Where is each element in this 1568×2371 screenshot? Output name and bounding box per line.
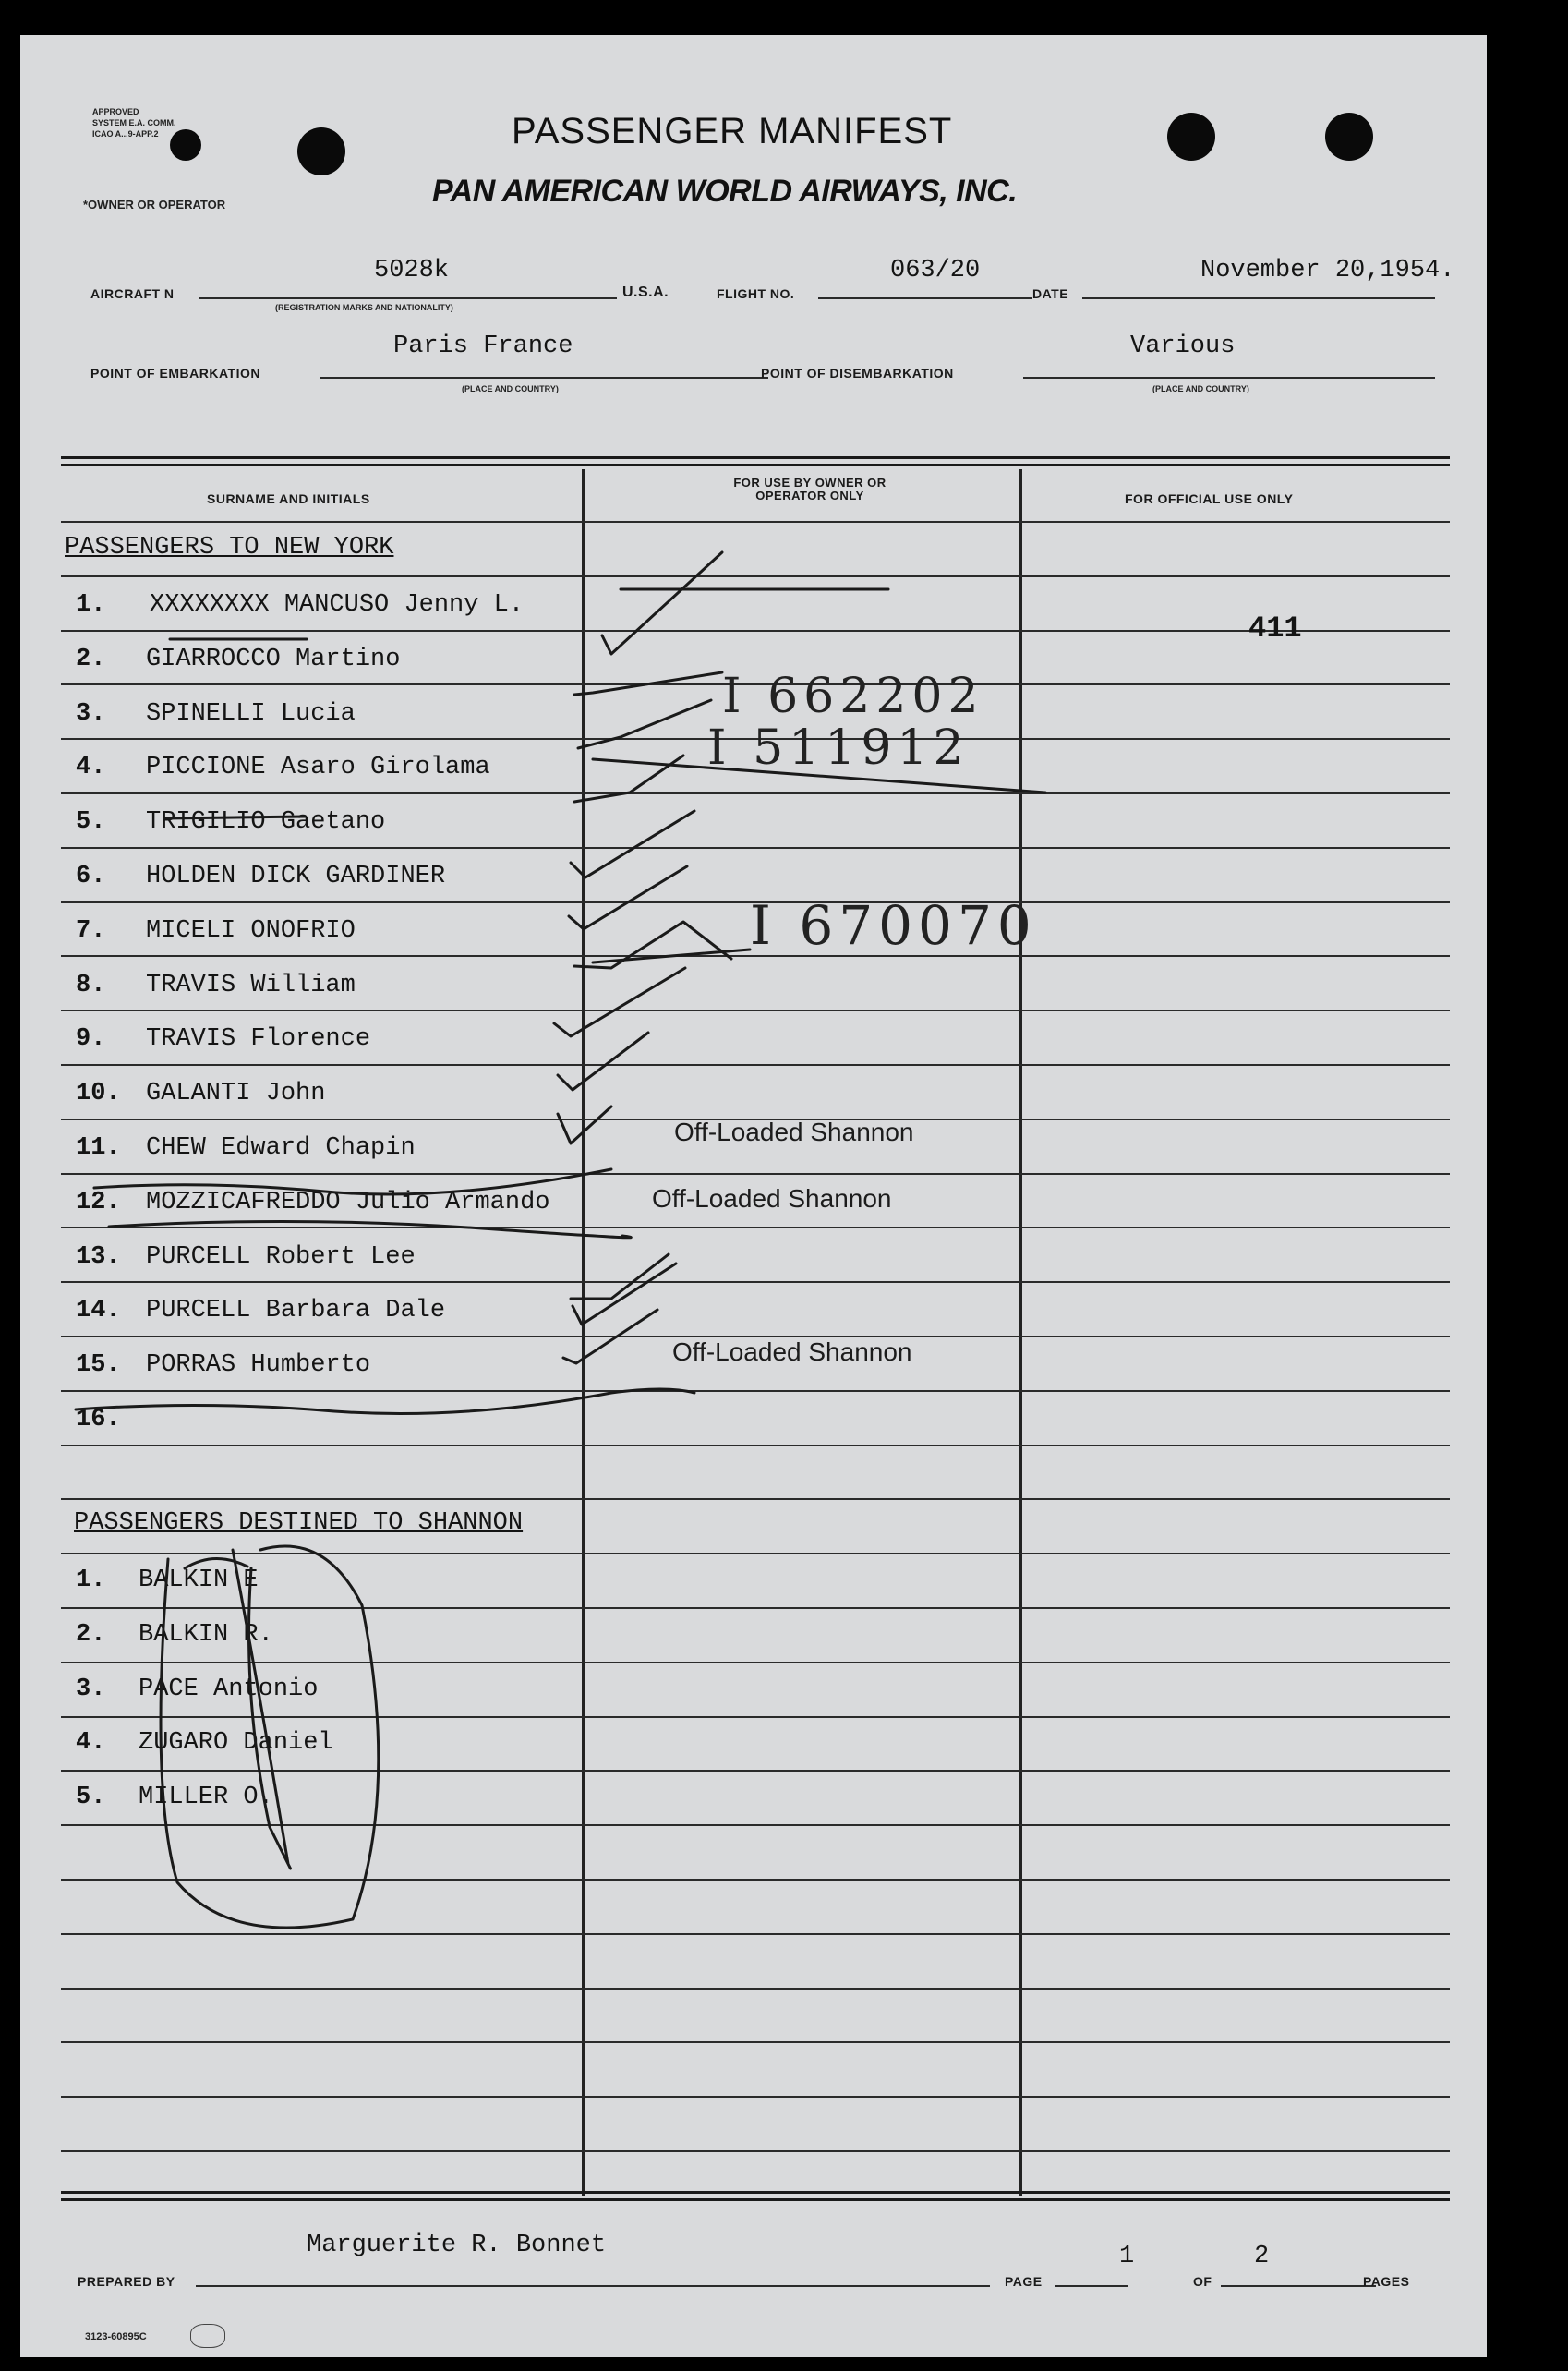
offloaded-note: Off-Loaded Shannon [674, 1118, 914, 1146]
row-number: 6. [76, 863, 106, 890]
total-pages: 2 [1254, 2243, 1270, 2270]
passenger-name: TRAVIS Florence [146, 1025, 371, 1054]
col-header-owner: FOR USE BY OWNER OR OPERATOR ONLY [733, 476, 887, 502]
passenger-name: BALKIN E [139, 1567, 259, 1594]
pen-stroke [602, 552, 722, 654]
row-number: 4. [76, 1729, 106, 1758]
row-number: 2. [76, 645, 106, 673]
prepared-by-label: PREPARED BY [78, 2274, 175, 2289]
row-number: 5. [76, 808, 106, 837]
row-number: 9. [76, 1025, 106, 1054]
pen-stroke [573, 1264, 676, 1325]
passenger-name: PACE Antonio [139, 1675, 319, 1703]
passenger-name: PORRAS Humberto [146, 1351, 371, 1380]
passenger-name: BALKIN R. [139, 1620, 273, 1649]
row-number: 1. [76, 591, 106, 619]
row-number: 3. [76, 699, 106, 728]
pen-stroke [593, 759, 1045, 792]
aircraft-label: AIRCRAFT N [90, 286, 175, 301]
passenger-name: SPINELLI Lucia [146, 699, 356, 728]
pen-stroke [554, 968, 685, 1036]
passenger-name: XXXXXXXX MANCUSO Jenny L. [150, 591, 525, 619]
offloaded-note: Off-Loaded Shannon [652, 1184, 892, 1213]
pen-stroke [571, 811, 694, 877]
col-header-official: FOR OFFICIAL USE ONLY [1125, 491, 1294, 506]
pen-stroke [161, 1546, 379, 1928]
row-number: 5. [76, 1784, 106, 1812]
passenger-name: GALANTI John [146, 1080, 326, 1108]
embarkation-value: Paris France [393, 333, 573, 360]
official-number: 411 [1248, 611, 1302, 646]
pen-stroke [574, 672, 722, 695]
flight-value: 063/20 [890, 257, 981, 284]
owner-operator-label: *OWNER OR OPERATOR [83, 198, 226, 212]
pen-marks [20, 35, 1487, 2357]
section-shannon: PASSENGERS DESTINED TO SHANNON [74, 1509, 524, 1537]
embarkation-note: (PLACE AND COUNTRY) [462, 384, 559, 393]
row-number: 15. [76, 1351, 121, 1380]
pages-label: PAGES [1363, 2274, 1410, 2289]
form-code: 3123-60895C [85, 2331, 147, 2342]
doc-number-row-7: I 670070 [750, 894, 1037, 957]
row-number: 16. [76, 1406, 121, 1433]
page-title: PASSENGER MANIFEST [512, 111, 953, 151]
pen-stroke [558, 1107, 611, 1143]
approval-line-3: ICAO A...9-APP.2 [92, 129, 159, 139]
pen-stroke [109, 1221, 631, 1237]
passenger-name: GIARROCCO Martino [146, 645, 401, 673]
row-number: 7. [76, 916, 106, 945]
disembarkation-value: Various [1130, 333, 1236, 360]
passenger-name: TRIGILIO Gaetano [146, 808, 386, 837]
pen-stroke [164, 817, 305, 818]
page-number: 1 [1119, 2243, 1135, 2270]
passenger-name: MILLER O. [139, 1784, 273, 1812]
row-number: 8. [76, 971, 106, 999]
pen-stroke [233, 1550, 291, 1869]
passenger-name: MICELI ONOFRIO [146, 916, 356, 945]
passenger-name: MOZZICAFREDDO Julio Armando [146, 1188, 550, 1216]
row-number: 14. [76, 1297, 121, 1325]
of-label: OF [1193, 2274, 1212, 2289]
page-label: PAGE [1005, 2274, 1043, 2289]
doc-number-row-4: I 511912 [707, 720, 970, 776]
pen-stroke [185, 1558, 247, 1568]
passenger-name: PURCELL Barbara Dale [146, 1297, 446, 1325]
approval-line-2: SYSTEM E.A. COMM. [92, 118, 176, 127]
row-number: 3. [76, 1675, 106, 1703]
pen-stroke [558, 1033, 648, 1090]
disembarkation-label: POINT OF DISEMBARKATION [761, 366, 954, 381]
row-number: 1. [76, 1567, 106, 1594]
row-number: 10. [76, 1080, 121, 1108]
flight-label: FLIGHT NO. [717, 286, 795, 301]
approval-line-1: APPROVED [92, 107, 139, 116]
pen-stroke [94, 1169, 611, 1194]
offloaded-note: Off-Loaded Shannon [672, 1337, 912, 1366]
col-header-names: SURNAME AND INITIALS [207, 491, 370, 506]
row-number: 4. [76, 754, 106, 782]
manifest-sheet [20, 35, 1487, 2357]
section-new-york: PASSENGERS TO NEW YORK [65, 534, 394, 562]
passenger-name: PURCELL Robert Lee [146, 1242, 416, 1271]
usa-label: U.S.A. [622, 284, 669, 300]
preparer-name: Marguerite R. Bonnet [307, 2232, 607, 2259]
row-number: 11. [76, 1134, 121, 1162]
pen-stroke [578, 700, 711, 748]
disembarkation-note: (PLACE AND COUNTRY) [1152, 384, 1249, 393]
registration-note: (REGISTRATION MARKS AND NATIONALITY) [275, 303, 453, 312]
date-value: November 20,1954. [1200, 257, 1455, 284]
airline-name: PAN AMERICAN WORLD AIRWAYS, INC. [432, 174, 1018, 209]
passenger-name: HOLDEN DICK GARDINER [146, 863, 446, 890]
embarkation-label: POINT OF EMBARKATION [90, 366, 260, 381]
date-label: DATE [1032, 286, 1069, 301]
row-number: 2. [76, 1620, 106, 1649]
passenger-name: TRAVIS William [146, 971, 356, 999]
row-number: 12. [76, 1188, 121, 1216]
row-number: 13. [76, 1242, 121, 1271]
passenger-name: CHEW Edward Chapin [146, 1134, 416, 1162]
doc-number-row-3: I 662202 [722, 669, 984, 724]
passenger-name: PICCIONE Asaro Girolama [146, 754, 490, 782]
pen-stroke [76, 1389, 694, 1414]
aircraft-value: 5028k [374, 257, 450, 284]
passenger-name: ZUGARO Daniel [139, 1729, 333, 1758]
